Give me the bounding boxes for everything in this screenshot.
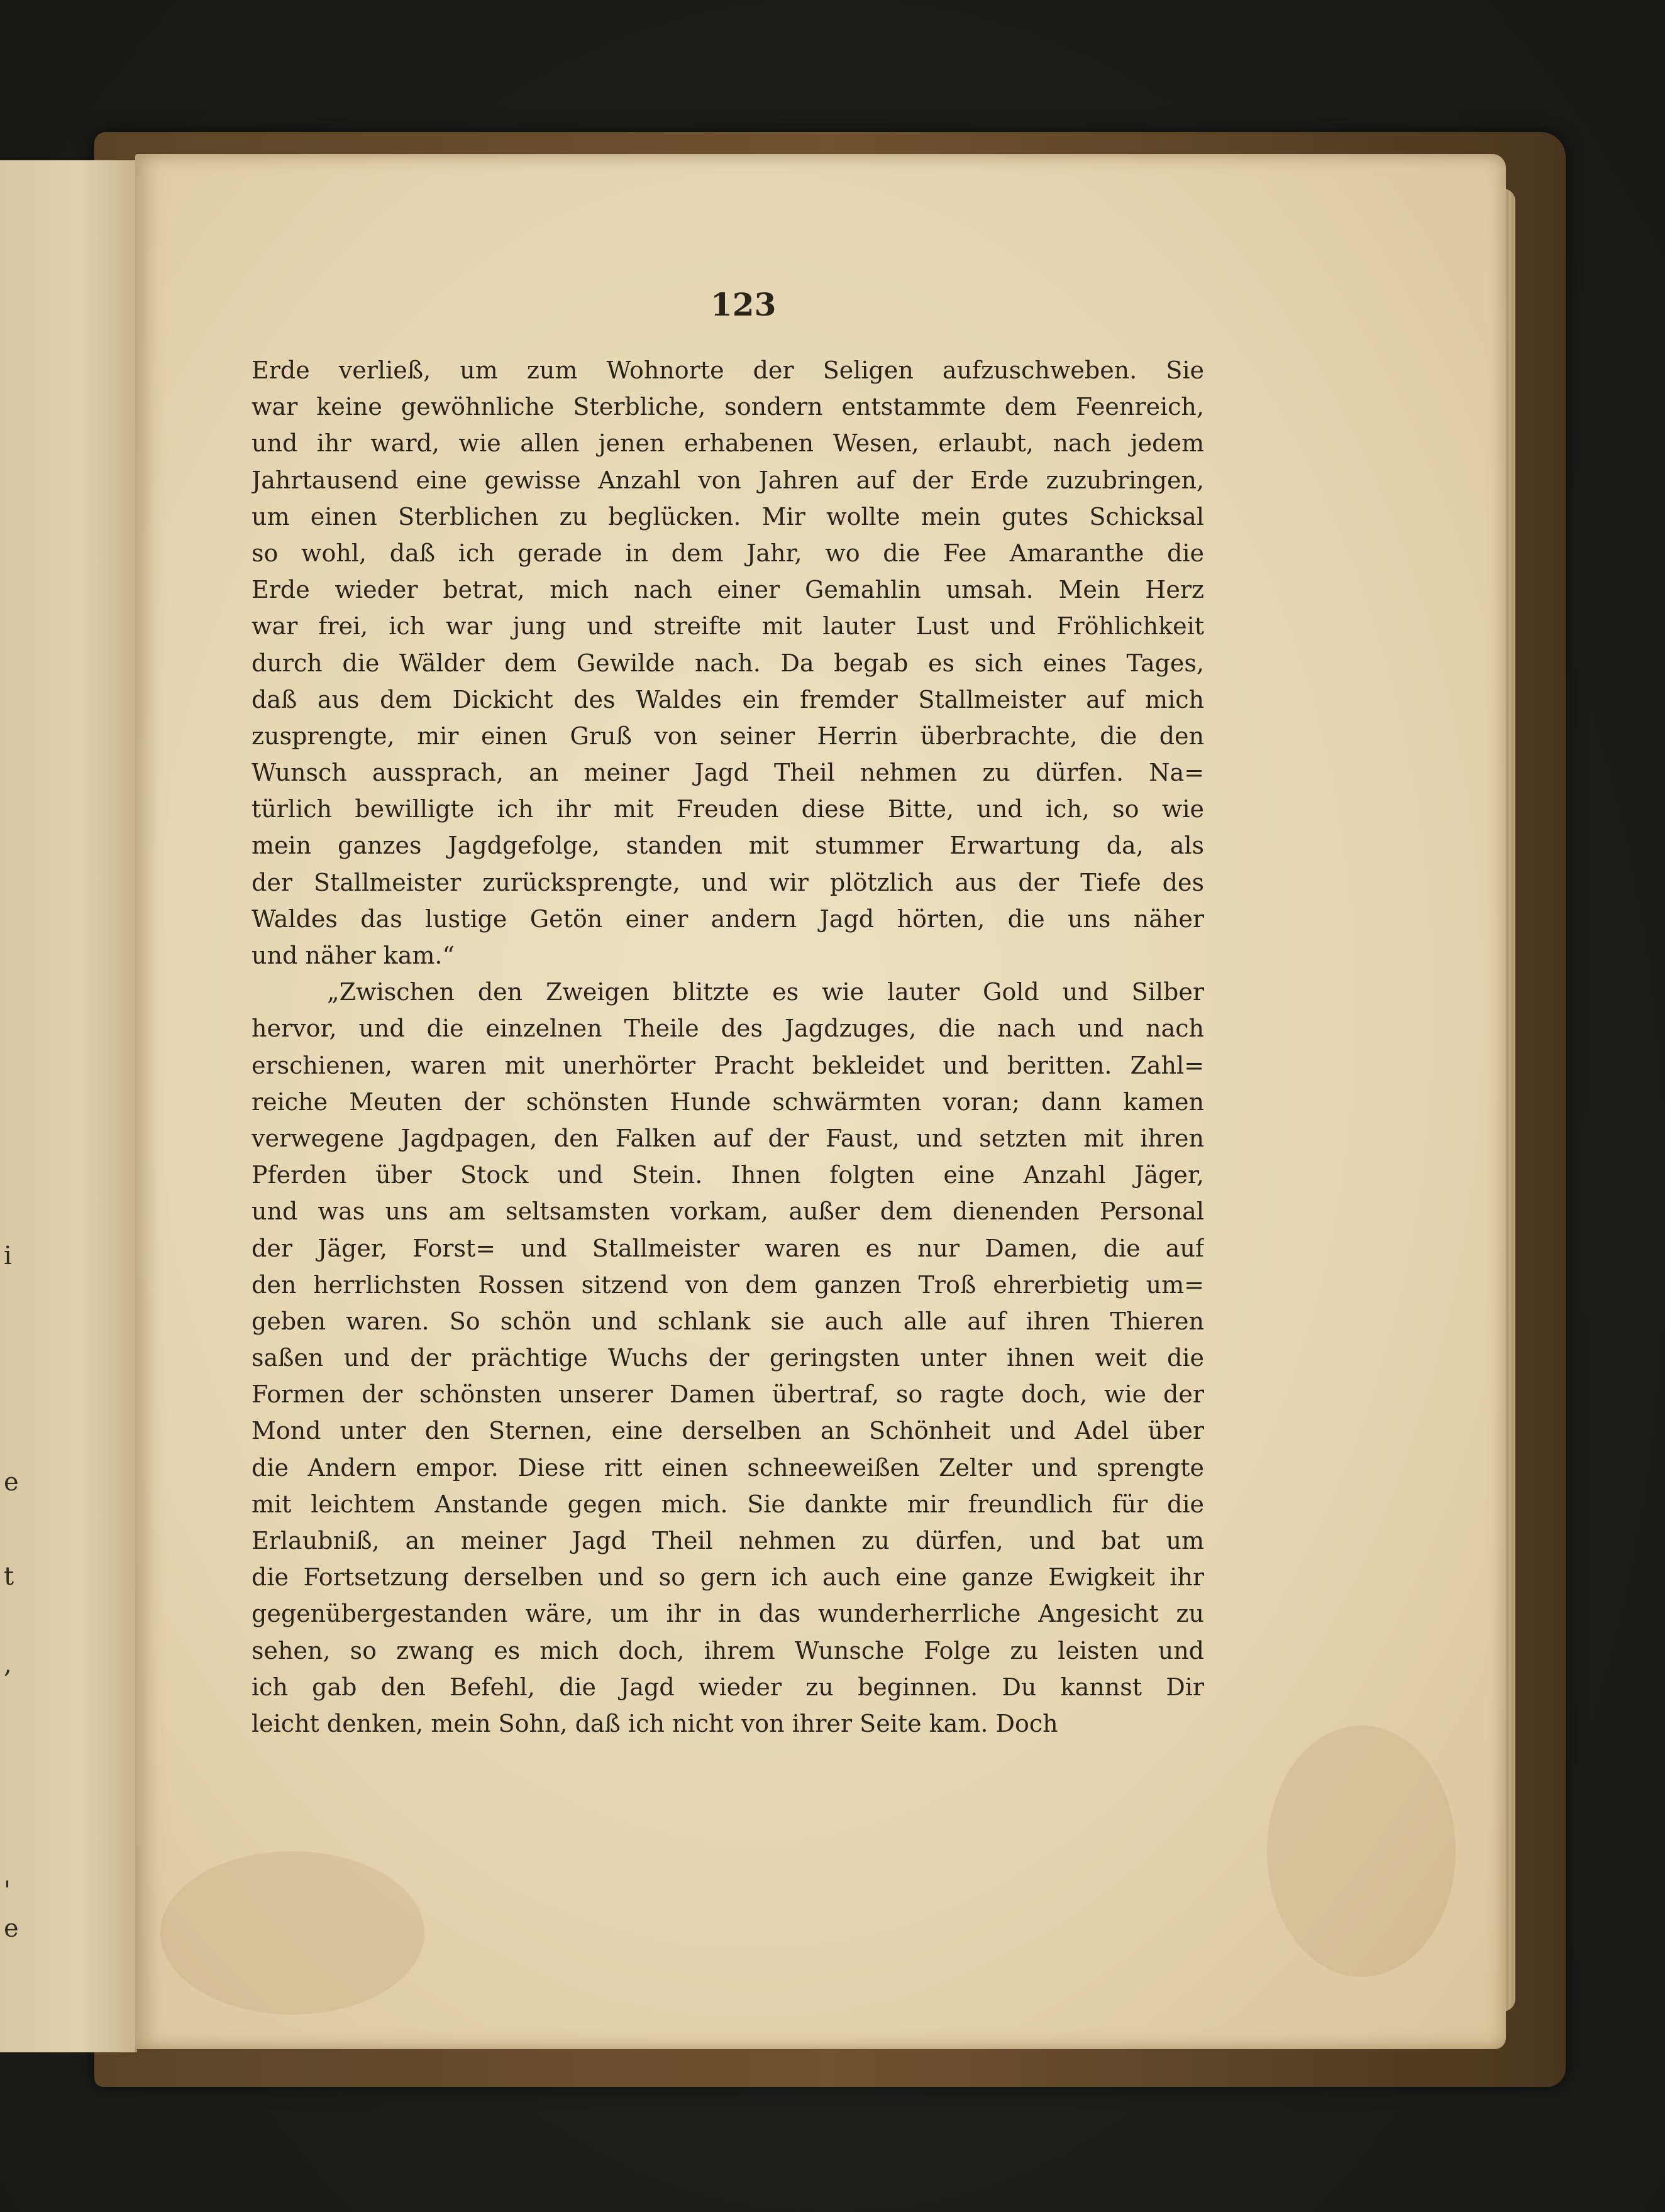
text-line: so wohl, daß ich gerade in dem Jahr, wo die Fee Amaranthe die <box>252 539 1204 567</box>
text-line: reiche Meuten der schönsten Hunde schwärmten voran; dann kamen <box>252 1087 1204 1116</box>
text-line: mit leichtem Anstande gegen mich. Sie dankte mir freundlich für die <box>252 1490 1204 1518</box>
text-line: Wunsch aussprach, an meiner Jagd Theil nehmen zu dürfen. Na= <box>252 759 1204 787</box>
text-line: hervor, und die einzelnen Theile des Jagdzuges, die nach und nach <box>252 1015 1204 1043</box>
text-line: Formen der schönsten unserer Damen übertraf, so ragte doch, wie der <box>252 1380 1204 1409</box>
text-line: geben waren. So schön und schlank sie auch alle auf ihren Thieren <box>252 1307 1204 1335</box>
left-edge-glyph: ' <box>4 1876 11 1905</box>
left-edge-glyph: t <box>4 1562 14 1591</box>
text-line: und ihr ward, wie allen jenen erhabenen Wesen, erlaubt, nach jedem <box>252 429 1204 458</box>
text-line: und näher kam.“ <box>252 942 455 969</box>
text-line: daß aus dem Dickicht des Waldes ein fremder Stallmeister auf mich <box>252 685 1204 713</box>
text-line: Erde verließ, um zum Wohnorte der Seligen aufzuschweben. Sie <box>252 356 1204 384</box>
text-line: gegenübergestanden wäre, um ihr in das wunderherrliche Angesicht zu <box>252 1600 1204 1628</box>
text-line: türlich bewilligte ich ihr mit Freuden diese Bitte, und ich, so wie <box>252 795 1204 823</box>
left-edge-glyph: , <box>4 1650 12 1679</box>
paper-stain <box>160 1851 424 2015</box>
text-line: war keine gewöhnliche Sterbliche, sondern entstammte dem Feenreich, <box>252 393 1204 421</box>
text-line: Pferden über Stock und Stein. Ihnen folgten eine Anzahl Jäger, <box>252 1161 1204 1189</box>
text-line: zusprengte, mir einen Gruß von seiner Herrin überbrachte, die den <box>252 722 1204 750</box>
text-line: der Stallmeister zurücksprengte, und wir plötzlich aus der Tiefe des <box>252 868 1204 896</box>
page-number: 123 <box>711 286 777 323</box>
text-line: der Jäger, Forst= und Stallmeister waren es nur Damen, die auf <box>252 1234 1204 1262</box>
text-line: verwegene Jagdpagen, den Falken auf der Faust, und setzten mit ihren <box>252 1124 1204 1152</box>
text-line: Waldes das lustige Getön einer andern Jagd hörten, die uns näher <box>252 905 1204 933</box>
text-line: sehen, so zwang es mich doch, ihrem Wunsche Folge zu leisten und <box>252 1636 1204 1665</box>
text-line: Mond unter den Sternen, eine derselben an Schönheit und Adel über <box>252 1417 1204 1445</box>
paper-stain <box>1267 1725 1456 1977</box>
left-edge-glyph: e <box>4 1914 19 1943</box>
text-line: war frei, ich war jung und streifte mit lauter Lust und Fröhlichkeit <box>252 612 1204 641</box>
left-page-fragment <box>0 160 137 2052</box>
text-line: die Fortsetzung derselben und so gern ich auch eine ganze Ewigkeit ihr <box>252 1563 1204 1592</box>
text-line: mein ganzes Jagdgefolge, standen mit stummer Erwartung da, als <box>252 832 1204 860</box>
text-line: die Andern empor. Diese ritt einen schneeweißen Zelter und sprengte <box>252 1453 1204 1482</box>
left-edge-glyph: i <box>4 1241 12 1270</box>
page-body-text <box>252 352 1204 1742</box>
text-line: durch die Wälder dem Gewilde nach. Da begab es sich eines Tages, <box>252 649 1204 677</box>
text-line: und was uns am seltsamsten vorkam, außer dem dienenden Personal <box>252 1197 1204 1226</box>
text-line: leicht denken, mein Sohn, daß ich nicht von ihrer Seite kam. Doch <box>252 1709 1058 1737</box>
left-edge-glyph: e <box>4 1468 19 1497</box>
text-line: erschienen, waren mit unerhörter Pracht bekleidet und beritten. Zahl= <box>252 1051 1204 1079</box>
text-line: ich gab den Befehl, die Jagd wieder zu beginnen. Du kannst Dir <box>252 1673 1204 1701</box>
text-line: „Zwischen den Zweigen blitzte es wie lauter Gold und Silber <box>327 978 1204 1006</box>
text-line: um einen Sterblichen zu beglücken. Mir wollte mein gutes Schicksal <box>252 502 1204 531</box>
text-line: den herrlichsten Rossen sitzend von dem ganzen Troß ehrerbietig um= <box>252 1270 1204 1299</box>
text-line: Erlaubniß, an meiner Jagd Theil nehmen zu dürfen, und bat um <box>252 1527 1204 1554</box>
text-line: Erde wieder betrat, mich nach einer Gemahlin umsah. Mein Herz <box>252 576 1204 604</box>
text-line: saßen und der prächtige Wuchs der geringsten unter ihnen weit die <box>252 1344 1204 1372</box>
text-line: Jahrtausend eine gewisse Anzahl von Jahren auf der Erde zuzubringen, <box>252 466 1204 494</box>
